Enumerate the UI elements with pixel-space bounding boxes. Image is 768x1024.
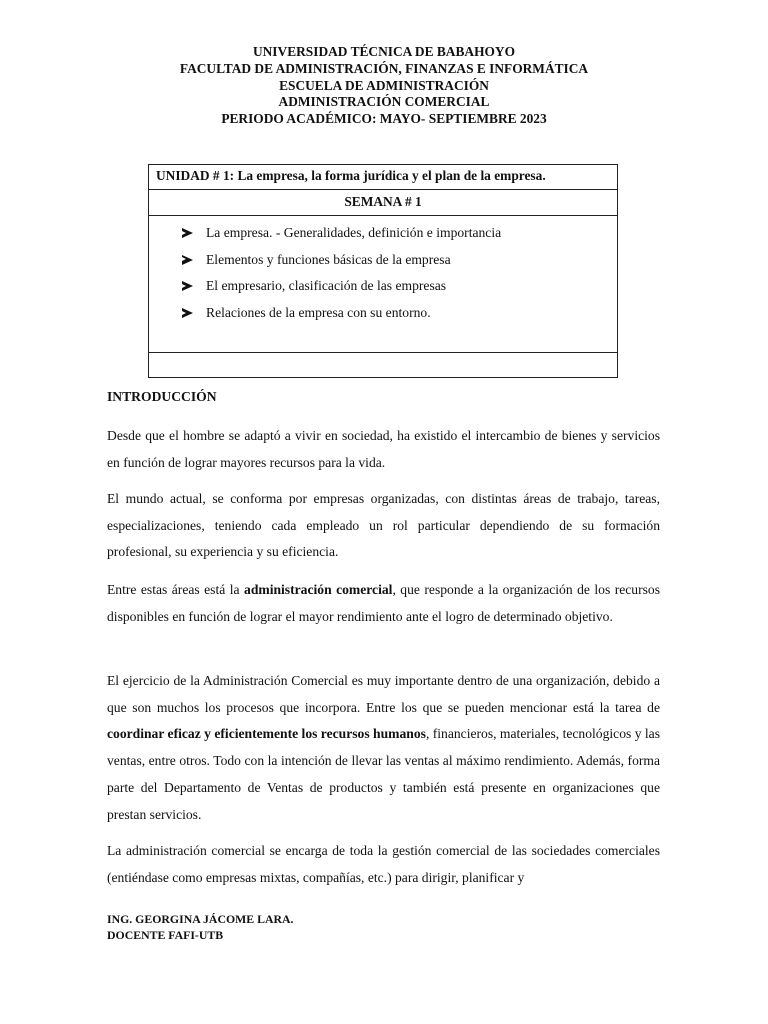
paragraph-3-text-end: , que responde a la organización de los recursos disponibles en función de lograr el mayor rendimiento ante el logro de determinado objetivo. (107, 582, 660, 624)
topic-text: Elementos y funciones básicas de la empresa (206, 251, 451, 267)
introduction-heading: INTRODUCCIÓN (107, 389, 217, 404)
unit-title: UNIDAD # 1: La empresa, la forma jurídica y el plan de la empresa. (149, 165, 617, 190)
paragraph-4-emphasis: coordinar eficaz y eficientemente los recursos humanos (107, 726, 426, 742)
paragraph-3-text-start: Entre estas áreas está la (107, 582, 245, 597)
program-name: ADMINISTRACIÓN COMERCIAL (278, 94, 490, 110)
document-header (0, 44, 768, 128)
paragraph-4-text-start: El ejercicio de la Administración Comercial es muy importante dentro de una organización, debido a que son muchos los procesos que incorpora. Entre los que se pueden mencionar está la tarea de (107, 673, 660, 715)
academic-period: PERIODO ACADÉMICO: MAYO- SEPTIEMBRE 2023 (221, 111, 547, 127)
topic-item (149, 220, 617, 247)
arrow-bullet-icon (182, 308, 193, 318)
unit-table (148, 164, 618, 378)
document-footer (107, 912, 293, 943)
empty-table-row (149, 353, 617, 377)
paragraph-5: La administración comercial se encarga de toda la gestión comercial de las sociedades comerciales (entiéndase como empresas mixtas, compañías, etc.) para dirigir, planificar y (107, 843, 660, 885)
arrow-bullet-icon (182, 255, 193, 265)
university-name: UNIVERSIDAD TÉCNICA DE BABAHOYO (252, 44, 516, 59)
paragraph-4 (107, 668, 660, 828)
topic-item (149, 300, 617, 327)
topic-text: El empresario, clasificación de las empresas (206, 278, 447, 294)
week-title: SEMANA # 1 (149, 190, 617, 216)
school-name: ESCUELA DE ADMINISTRACIÓN (279, 77, 489, 93)
paragraph-4-text-end: , financieros, materiales, tecnológicos y las ventas, entre otros. Todo con la intención de llevar las ventas al máximo rendimiento. Además, forma parte del Departamento de Ventas de productos y también está presente en organizaciones que prestan servicios. (107, 726, 661, 822)
author-name: ING. GEORGINA JÁCOME LARA. (107, 912, 294, 926)
arrow-bullet-icon (182, 281, 193, 291)
topic-item (149, 273, 617, 300)
topic-text: La empresa. - Generalidades, definición e importancia (206, 225, 502, 240)
faculty-name: FACULTAD DE ADMINISTRACIÓN, FINANZAS E INFORMÁTICA (179, 60, 589, 76)
paragraph-3 (107, 577, 660, 630)
author-role: DOCENTE FAFI-UTB (107, 927, 224, 942)
arrow-bullet-icon (182, 228, 193, 238)
paragraph-1: Desde que el hombre se adaptó a vivir en sociedad, ha existido el intercambio de bienes y servicios en función de lograr mayores recursos para la vida. (107, 428, 660, 470)
paragraph-2: El mundo actual, se conforma por empresas organizadas, con distintas áreas de trabajo, tareas, especializaciones, teniendo cada empleado un rol particular dependiendo de su formación profesional, su experiencia y su eficiencia. (107, 491, 660, 560)
topic-item (149, 247, 617, 274)
topic-text: Relaciones de la empresa con su entorno. (206, 305, 431, 321)
paragraph-3-emphasis: administración comercial (244, 582, 393, 597)
topic-list (149, 216, 617, 353)
